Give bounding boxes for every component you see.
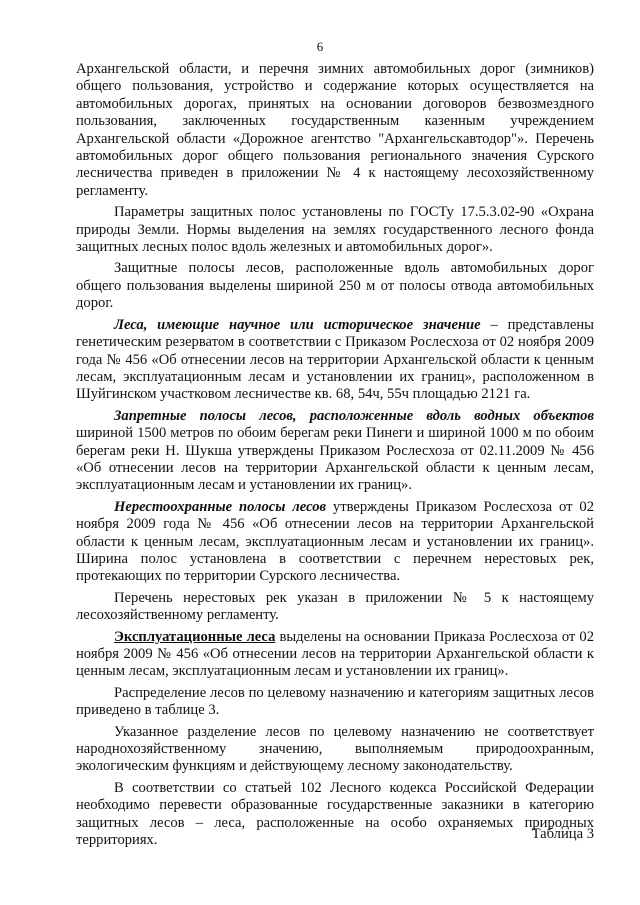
paragraph-exploitation-forests bbox=[76, 629, 594, 681]
paragraph-spawning-strips bbox=[76, 499, 594, 586]
paragraph-text: Распределение лесов по целевому назначению и категориям защитных лесов приведено в таблице 3. bbox=[76, 684, 594, 719]
paragraph-text: утверждены Приказом Рослесхоза от 02 ноября 2009 года № 456 «Об отнесении лесов на территории Архангельской области к ценным лесам, эксплуатационным лесам и установлении их границ». Ширина полос установлена в соответствии с перечнем нерестовых рек, протекающих по территории Сурского лесничества. bbox=[76, 498, 594, 585]
paragraph-text: Архангельской области, и перечня зимних автомобильных дорог (зимников) общего пользования, устройство и содержание которых осуществляется на автомобильных дорогах, принятых на основании договоров безвозмездного пользования, заключенных государственным казенным учреждением Архангельской области «Дорожное агентство "Архангельскавтодор"». Перечень автомобильных дорог общего пользования регионального значения Сурского лесничества приведен в приложении № 4 к настоящему лесохозяйственному регламенту. bbox=[76, 61, 594, 199]
paragraph-text: шириной 1500 метров по обоим берегам реки Пинеги и шириной 1000 м по обоим берегам реки Н. Шукша утверждены Приказом Рослесхоза от 02.11.2009 № 456 «Об отнесении лесов на территории Архангельской области к ценным лесам, эксплуатационным лесам и установлении их границ». bbox=[76, 425, 594, 494]
paragraph-road-strips-width bbox=[76, 260, 594, 312]
paragraph-scientific-forests bbox=[76, 317, 594, 404]
paragraph-roads-list bbox=[76, 61, 594, 200]
paragraph-water-strips bbox=[76, 408, 594, 495]
paragraph-text: Защитные полосы лесов, расположенные вдоль автомобильных дорог общего пользования выделены шириной 250 м от полосы отвода автомобильных дорог. bbox=[76, 260, 594, 312]
paragraph-mismatch bbox=[76, 724, 594, 776]
paragraph-distribution bbox=[76, 685, 594, 720]
paragraph-text: Перечень нерестовых рек указан в приложении № 5 к настоящему лесохозяйственному регламенту. bbox=[76, 589, 594, 624]
paragraph-text: Параметры защитных полос установлены по ГОСТу 17.5.3.02-90 «Охрана природы Земли. Нормы выделения на землях государственного лесного фонда защитных лесных полос вдоль железных и автомобильных дорог». bbox=[76, 204, 594, 256]
paragraph-text: выделены на основании Приказа Рослесхоза от 02 ноября 2009 № 456 «Об отнесении лесов на территории Архангельской области к ценным лесам, эксплуатационным лесам и установлении их границ». bbox=[76, 628, 594, 680]
table-caption: Таблица 3 bbox=[531, 826, 594, 842]
paragraph-lead: Нерестоохранные полосы лесов bbox=[114, 498, 327, 515]
paragraph-lead: Эксплуатационные леса bbox=[114, 628, 276, 645]
paragraph-text: Указанное разделение лесов по целевому назначению не соответствует народнохозяйственному значению, выполняемым природоохранным, экологическим функциям и действующему лесному законодательству. bbox=[76, 723, 594, 775]
paragraph-protective-strips-gost bbox=[76, 204, 594, 256]
paragraph-text: – представлены генетическим резерватом в соответствии с Приказом Рослесхоза от 02 ноября 2009 года № 456 «Об отнесении лесов на территории Архангельской области к ценным лесам, эксплуатационным лесам и установлении их границ», расположенном в Шуйгинском участковом лесничестве кв. 68, 54ч, 55ч площадью 2121 га. bbox=[76, 316, 594, 403]
paragraph-lead: Леса, имеющие научное или историческое значение bbox=[114, 316, 481, 333]
paragraph-text: В соответствии со статьей 102 Лесного кодекса Российской Федерации необходимо перевести образованные государственные заказники в категорию защитных лесов – леса, расположенные на особо охраняемых природных территориях. bbox=[76, 779, 594, 849]
page-number: 6 bbox=[316, 39, 324, 54]
body-text bbox=[76, 61, 594, 853]
paragraph-lead: Запретные полосы лесов, расположенные вдоль водных объектов bbox=[114, 407, 594, 424]
paragraph-spawning-rivers-list bbox=[76, 590, 594, 625]
paragraph-article-102 bbox=[76, 780, 594, 850]
